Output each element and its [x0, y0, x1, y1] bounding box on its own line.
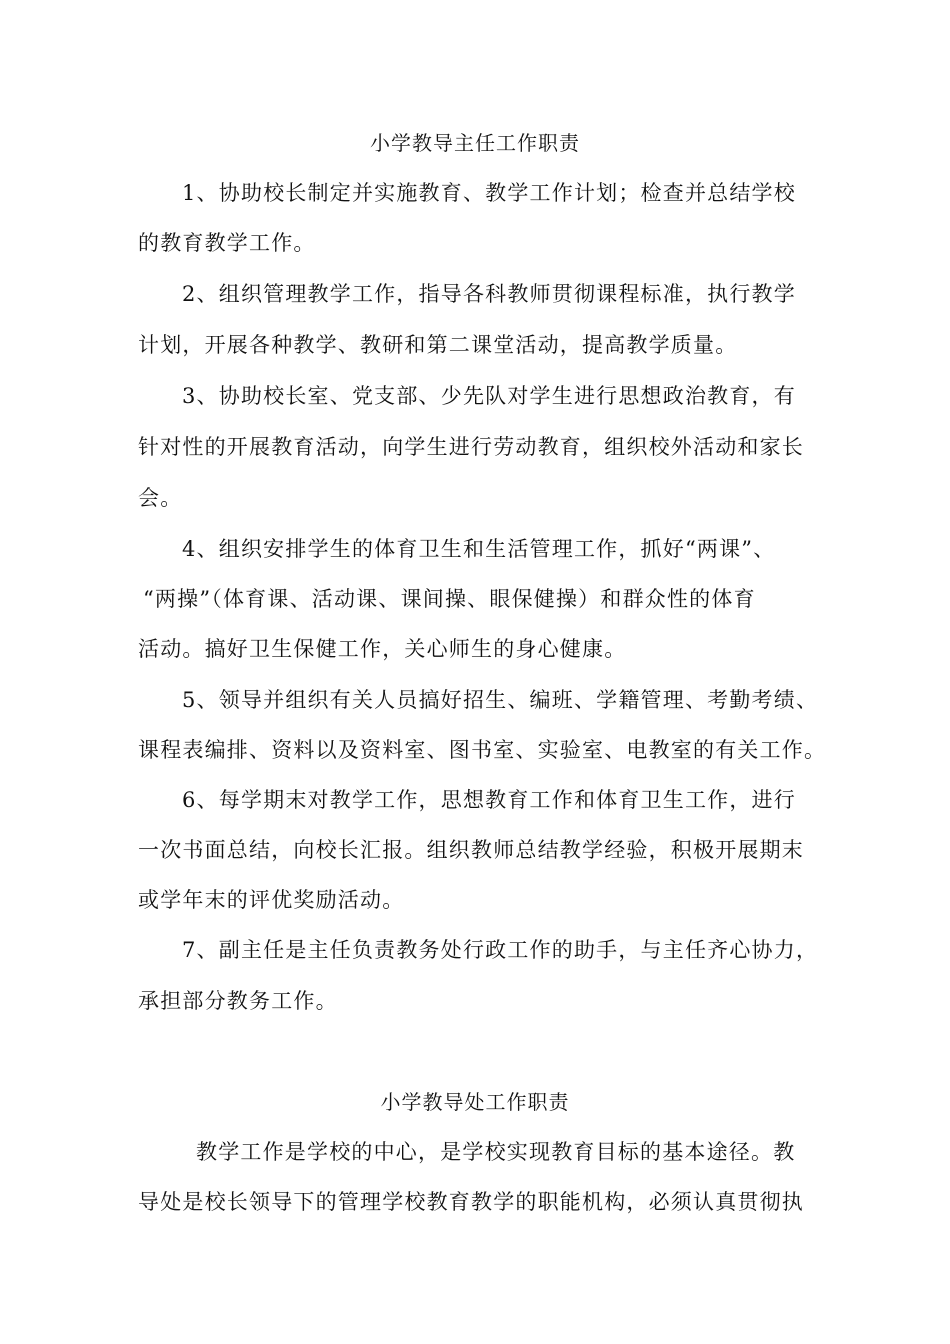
paragraph-line: 针对性的开展教育活动，向学生进行劳动教育，组织校外活动和家长 — [138, 435, 804, 459]
paragraph-line: “两操”（体育课、活动课、课间操、眼保健操）和群众性的体育 — [143, 587, 756, 611]
section-title-director-duties: 小学教导主任工作职责 — [370, 131, 580, 155]
paragraph-line: 计划，开展各种教学、教研和第二课堂活动，提高教学质量。 — [138, 333, 738, 357]
paragraph-line: 3、协助校长室、党支部、少先队对学生进行思想政治教育，有 — [182, 384, 796, 408]
paragraph-line: 5、领导并组织有关人员搞好招生、编班、学籍管理、考勤考绩、 — [182, 688, 819, 712]
paragraph-line: 承担部分教务工作。 — [138, 989, 338, 1013]
paragraph-line: 活动。搞好卫生保健工作，关心师生的身心健康。 — [138, 637, 627, 661]
paragraph-line: 的教育教学工作。 — [138, 231, 316, 255]
paragraph-line: 或学年末的评优奖励活动。 — [138, 888, 405, 912]
paragraph-line: 教学工作是学校的中心，是学校实现教育目标的基本途径。教 — [196, 1140, 796, 1164]
paragraph-line: 6、每学期末对教学工作，思想教育工作和体育卫生工作，进行 — [182, 788, 796, 812]
paragraph-line: 2、组织管理教学工作，指导各科教师贯彻课程标准，执行教学 — [182, 282, 796, 306]
paragraph-line: 1、协助校长制定并实施教育、教学工作计划；检查并总结学校 — [182, 181, 796, 205]
paragraph-line: 一次书面总结，向校长汇报。组织教师总结教学经验，积极开展期末 — [138, 838, 804, 862]
paragraph-line: 4、组织安排学生的体育卫生和生活管理工作，抓好“两课”、 — [182, 537, 776, 561]
paragraph-line: 课程表编排、资料以及资料室、图书室、实验室、电教室的有关工作。 — [138, 738, 827, 762]
paragraph-line: 7、副主任是主任负责教务处行政工作的助手，与主任齐心协力， — [182, 938, 819, 962]
paragraph-line: 会。 — [138, 486, 183, 510]
paragraph-line: 导处是校长领导下的管理学校教育教学的职能机构，必须认真贯彻执 — [138, 1190, 804, 1214]
section-title-office-duties: 小学教导处工作职责 — [380, 1090, 570, 1114]
